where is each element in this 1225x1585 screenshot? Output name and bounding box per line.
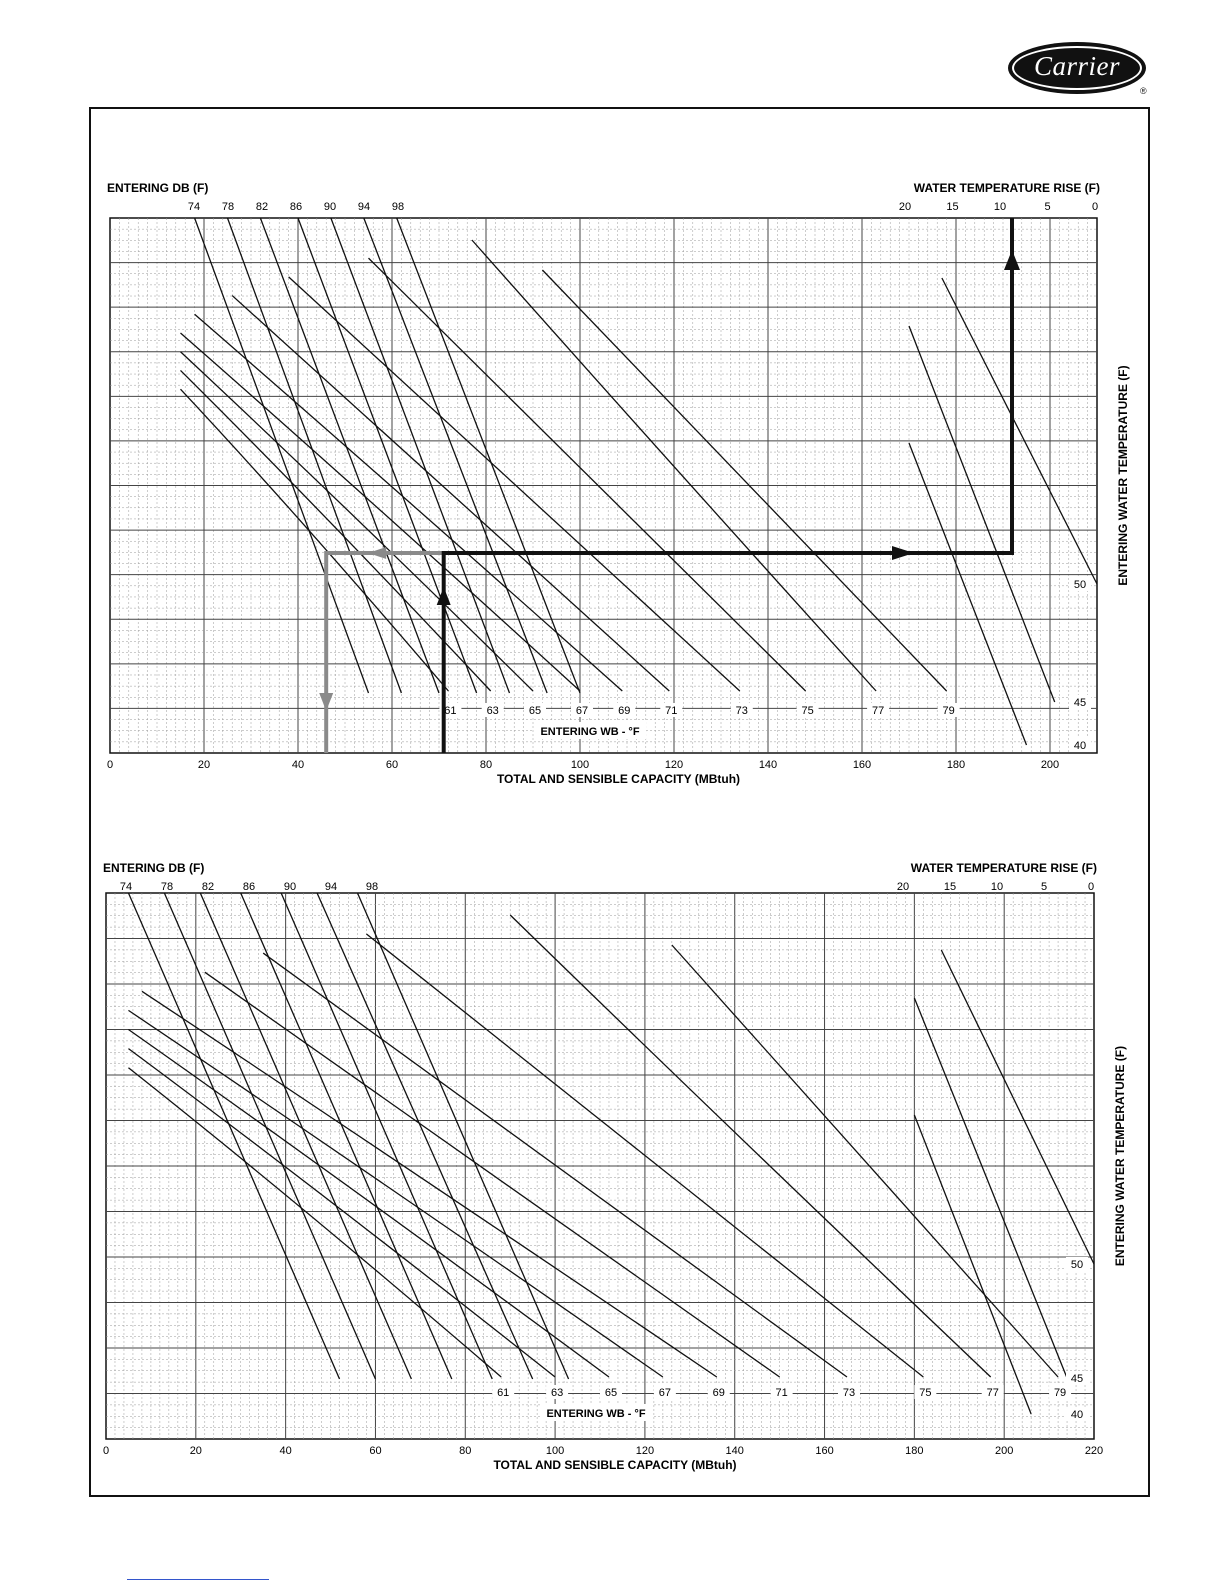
x-tick-label: 160 <box>815 1445 834 1457</box>
x-tick-label: 200 <box>995 1445 1014 1457</box>
wb-curve-label: 61 <box>497 1387 510 1399</box>
wb-curve-label: 79 <box>942 705 955 717</box>
capacity-chart-bottom <box>0 860 1225 1500</box>
x-tick-label: 40 <box>291 759 305 771</box>
x-tick-label: 180 <box>946 759 966 771</box>
x-tick-label: 60 <box>369 1445 382 1457</box>
water-rise-tick-label: 20 <box>898 201 912 213</box>
wb-curve-label: 77 <box>986 1387 999 1399</box>
water-rise-title: WATER TEMPERATURE RISE (F) <box>913 181 1100 195</box>
x-tick-label: 180 <box>905 1445 924 1457</box>
wb-curve-label: 65 <box>604 1387 618 1399</box>
carrier-logo <box>1008 42 1148 96</box>
water-temp-label: 45 <box>1070 1373 1084 1385</box>
water-rise-tick-label: 0 <box>1091 201 1099 213</box>
x-tick-label: 0 <box>106 759 114 771</box>
water-temp-label: 40 <box>1070 1409 1084 1421</box>
water-rise-tick-label: 10 <box>993 201 1007 213</box>
db-tick-label: 74 <box>187 201 201 213</box>
x-tick-label: 100 <box>570 759 590 771</box>
x-tick-label: 140 <box>725 1445 744 1457</box>
db-tick-label: 86 <box>242 881 256 893</box>
db-tick-label: 98 <box>391 201 405 213</box>
water-rise-tick-label: 5 <box>1044 201 1051 213</box>
water-rise-tick-label: 10 <box>990 881 1004 893</box>
wb-curve-label: 69 <box>712 1387 725 1399</box>
x-tick-label: 80 <box>459 1445 472 1457</box>
entering-db-title: ENTERING DB (F) <box>107 181 209 195</box>
x-tick-label: 80 <box>479 759 493 771</box>
x-axis-title: TOTAL AND SENSIBLE CAPACITY (MBtuh) <box>496 772 741 786</box>
wb-curve-label: 61 <box>444 705 457 717</box>
wb-curve-label: 75 <box>919 1387 932 1399</box>
x-tick-label: 140 <box>758 759 778 771</box>
wb-curve-label: 75 <box>801 705 814 717</box>
y-axis-title: ENTERING WATER TEMPERATURE (F) <box>1113 1045 1127 1267</box>
wb-curve-label: 69 <box>618 705 631 717</box>
db-tick-label: 94 <box>357 201 371 213</box>
x-tick-label: 200 <box>1040 759 1060 771</box>
db-tick-label: 82 <box>255 201 269 213</box>
wb-title: ENTERING WB - °F <box>540 726 640 738</box>
entering-db-title: ENTERING DB (F) <box>103 861 205 875</box>
wb-title: ENTERING WB - °F <box>546 1408 646 1420</box>
water-temp-label: 50 <box>1073 579 1087 591</box>
x-tick-label: 120 <box>664 759 684 771</box>
wb-curve-label: 67 <box>658 1387 671 1399</box>
y-axis-title: ENTERING WATER TEMPERATURE (F) <box>1116 365 1130 586</box>
db-tick-label: 74 <box>119 881 133 893</box>
water-rise-tick-label: 0 <box>1087 881 1095 893</box>
wb-curve-label: 71 <box>775 1387 788 1399</box>
db-tick-label: 78 <box>160 881 174 893</box>
x-tick-label: 60 <box>385 759 399 771</box>
db-tick-label: 78 <box>221 201 235 213</box>
x-tick-label: 120 <box>635 1445 655 1457</box>
x-tick-label: 20 <box>189 1445 202 1457</box>
x-tick-label: 20 <box>197 759 211 771</box>
water-rise-title: WATER TEMPERATURE RISE (F) <box>910 861 1097 875</box>
capacity-chart-top <box>0 180 1225 800</box>
logo-text: Carrier <box>1033 51 1121 81</box>
wb-curve-label: 77 <box>871 705 885 717</box>
wb-curve-label: 63 <box>550 1387 564 1399</box>
wb-curve-label: 73 <box>735 705 748 717</box>
x-tick-label: 40 <box>279 1445 292 1457</box>
wb-curve-label: 79 <box>1053 1387 1067 1399</box>
db-tick-label: 82 <box>201 881 215 893</box>
water-rise-tick-label: 15 <box>943 881 957 893</box>
water-temp-label: 45 <box>1073 697 1087 709</box>
db-tick-label: 86 <box>289 201 303 213</box>
db-tick-label: 90 <box>323 201 337 213</box>
wb-curve-label: 67 <box>575 705 589 717</box>
footer-link-line <box>127 1579 269 1580</box>
water-rise-tick-label: 20 <box>896 881 910 893</box>
water-rise-tick-label: 15 <box>946 201 959 213</box>
x-axis-title: TOTAL AND SENSIBLE CAPACITY (MBtuh) <box>493 1458 737 1472</box>
db-tick-label: 90 <box>283 881 297 893</box>
wb-curve-label: 71 <box>665 705 678 717</box>
x-tick-label: 0 <box>102 1445 110 1457</box>
water-temp-label: 50 <box>1070 1259 1084 1271</box>
wb-curve-label: 65 <box>528 705 542 717</box>
wb-curve-label: 73 <box>842 1387 856 1399</box>
x-tick-label: 220 <box>1084 1445 1104 1457</box>
x-tick-label: 160 <box>852 759 872 771</box>
water-temp-label: 40 <box>1073 740 1087 752</box>
water-rise-tick-label: 5 <box>1040 881 1048 893</box>
db-tick-label: 98 <box>365 881 379 893</box>
registered-mark: ® <box>1140 86 1147 96</box>
wb-curve-label: 63 <box>486 705 499 717</box>
db-tick-label: 94 <box>324 881 338 893</box>
x-tick-label: 100 <box>545 1445 565 1457</box>
